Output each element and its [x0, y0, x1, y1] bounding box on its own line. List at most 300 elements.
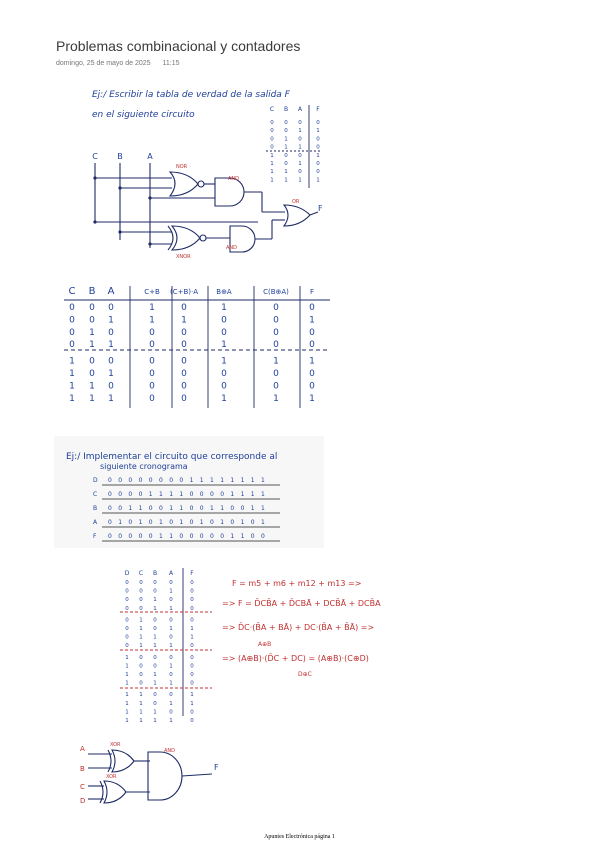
ex2-table-cell: 0 [190, 718, 194, 724]
big-table-cell: 0 [273, 303, 279, 313]
chrono-bit: 0 [230, 505, 235, 512]
small-table-cell: 1 [316, 177, 320, 184]
chrono-bit: 1 [220, 505, 225, 512]
big-table-cell: 0 [149, 381, 155, 392]
big-table-cell: 0 [108, 381, 114, 392]
big-table-cell: 1 [221, 356, 227, 367]
small-table-cell: 0 [298, 152, 302, 159]
big-table-cell: 1 [108, 369, 114, 379]
ex2-table-cell: 0 [125, 617, 129, 624]
ex2-table-cell: 1 [153, 643, 157, 650]
big-table-cell: 0 [181, 393, 187, 404]
chrono-bit: 0 [108, 533, 112, 540]
ex1-circuit [95, 163, 318, 252]
chrono-bit: 0 [138, 533, 143, 540]
chrono-bit: 1 [128, 505, 133, 512]
chrono-label-F: F [93, 533, 97, 540]
big-table-cell: 0 [69, 327, 75, 338]
big-table-cell: 0 [149, 369, 155, 379]
ex2-table-cell: 0 [139, 605, 143, 612]
chrono-bit: 0 [159, 477, 163, 484]
big-table-header: B⊕A [216, 288, 232, 296]
small-table-header: A [297, 106, 303, 113]
ex2-gate-label-2: AND [164, 748, 176, 754]
ex2-table-cell: 0 [125, 634, 129, 641]
chrono-bit: 1 [138, 505, 143, 512]
ex2-table-cell: 0 [139, 654, 143, 661]
chrono-bit: 1 [240, 477, 245, 484]
chrono-label-C: C [93, 491, 98, 498]
chrono-bit: 1 [261, 477, 265, 484]
ex2-table-header: A [168, 570, 174, 577]
ex2-table-cell: 0 [190, 709, 194, 716]
big-table-cell: 0 [181, 381, 187, 392]
chrono-bit: 1 [179, 505, 184, 512]
small-table-cell: 0 [316, 144, 320, 151]
chrono-bit: 1 [230, 477, 235, 484]
equation-4: => (A⊕B)·(D̄C + DC) = (A⊕B)·(C⊕D) [222, 654, 369, 663]
chrono-bit: 1 [199, 477, 204, 484]
ex2-table-cell: 1 [125, 700, 129, 707]
chrono-bit: 0 [108, 519, 112, 526]
ex2-table-cell: 1 [139, 617, 143, 624]
ex2-table-cell: 0 [190, 588, 194, 595]
ex2-table-cell: 0 [125, 580, 129, 586]
small-table-cell: 1 [270, 161, 274, 167]
ex1-junctions [93, 176, 151, 245]
ex2-circuit-inputs [80, 745, 85, 805]
big-table-cell: 0 [69, 315, 75, 326]
big-table-header: C [68, 286, 76, 297]
ex2-table-cell: 1 [169, 663, 173, 670]
ex1-gate-label-4: OR [292, 199, 300, 205]
ex2-table-cell: 1 [125, 718, 129, 724]
equation-3-underlabel: A⊕B [258, 641, 272, 648]
ex2-table-cell: 0 [169, 709, 173, 716]
chrono-bit: 0 [118, 477, 123, 484]
small-table-cell: 0 [316, 136, 320, 143]
small-table-cell: 0 [284, 161, 288, 167]
chrono-bit: 0 [128, 519, 133, 526]
ex2-table-cell: 0 [153, 588, 157, 595]
chrono-bit: 1 [250, 491, 255, 498]
chrono-bit: 0 [179, 477, 184, 484]
big-table-cell: 1 [273, 356, 279, 367]
big-table-cell: 0 [273, 381, 279, 392]
small-table-cell: 0 [316, 120, 320, 126]
ex2-input-A: A [80, 745, 85, 753]
ex2-table-cell: 0 [190, 643, 194, 650]
big-table-cell: 0 [181, 369, 187, 379]
big-table-cell: 0 [181, 303, 187, 313]
chrono-bit: 0 [220, 491, 225, 498]
ex2-table-header: B [152, 570, 158, 577]
big-table-cell: 0 [221, 315, 227, 326]
ex2-table-cell: 1 [169, 643, 173, 650]
chrono-bit: 1 [199, 519, 204, 526]
ex2-table-header: D [124, 570, 130, 577]
ex2-table-cell: 1 [139, 718, 143, 724]
big-table-cell: 1 [149, 315, 155, 326]
ex2-table-cell: 0 [139, 580, 143, 586]
chrono-bit: 1 [230, 491, 235, 498]
small-table-cell: 1 [298, 128, 302, 135]
ex2-table-cell: 0 [139, 680, 143, 687]
big-table-cell: 0 [108, 303, 114, 313]
big-table-cell: 0 [69, 340, 75, 351]
big-table-cell: 0 [181, 327, 187, 338]
ex2-table-cell: 1 [153, 597, 157, 604]
big-table-cell: 0 [309, 340, 315, 351]
ex2-table-cell: 1 [153, 709, 157, 716]
small-table-header: B [283, 106, 289, 113]
chrono-bit: 1 [159, 519, 163, 526]
chrono-bit: 0 [189, 519, 194, 526]
chrono-label-A: A [93, 519, 98, 526]
small-table-cell: 1 [284, 144, 288, 151]
small-table-cell: 1 [284, 169, 288, 176]
chrono-bit: 0 [138, 477, 143, 484]
ex2-table-cell: 1 [190, 692, 194, 699]
small-table-cell: 0 [270, 144, 274, 151]
ex2-gate-label-1: XOR [106, 774, 117, 780]
chrono-bit: 0 [169, 519, 174, 526]
chrono-bit: 1 [159, 491, 163, 498]
big-table-header: (C+B)·A [169, 288, 199, 296]
big-table-cell: 0 [89, 315, 95, 326]
big-table-cell: 0 [89, 369, 95, 379]
ex2-table-cell: 1 [139, 626, 143, 632]
chrono-bit: 1 [148, 491, 153, 498]
big-table-cell: 1 [89, 340, 95, 351]
ex2-table-cell: 1 [125, 663, 129, 670]
ex2-table-cell: 0 [190, 654, 194, 661]
small-table-cell: 0 [270, 120, 274, 126]
chrono-bit: 1 [210, 505, 214, 512]
chrono-bit: 0 [148, 477, 153, 484]
ex2-table-cell: 1 [125, 654, 129, 661]
big-table-cell: 1 [89, 327, 95, 338]
ex2-table-cell: 1 [190, 626, 194, 632]
page-title: Problemas combinacional y contadores [56, 38, 301, 54]
ex2-input-B: B [80, 765, 85, 773]
chrono-bit: 0 [118, 491, 123, 498]
big-table-cell: 0 [221, 381, 227, 392]
small-table-cell: 1 [298, 161, 302, 167]
chrono-bit: 0 [210, 491, 214, 498]
ex2-table-cell: 0 [169, 617, 173, 624]
ex2-table-cell: 1 [125, 709, 129, 716]
ex2-table-cell: 0 [139, 588, 143, 595]
ex1-gate-label-2: XNOR [176, 254, 191, 260]
ex1-gate-label-0: NOR [176, 164, 188, 170]
small-table-cell: 1 [284, 177, 288, 184]
small-table-cell: 0 [298, 169, 302, 176]
ex2-input-D: D [80, 797, 86, 805]
small-table-header: C [269, 106, 275, 113]
equation-2: => F = D̄CB̄A + D̄CBĀ + DCB̄Ā + DCB̄A [222, 599, 381, 608]
small-table-cell: 0 [284, 120, 288, 126]
small-table-cell: 0 [270, 128, 274, 135]
chrono-label-B: B [93, 505, 98, 512]
chrono-bit: 1 [261, 505, 265, 512]
chrono-bit: 0 [230, 519, 235, 526]
chrono-bit: 0 [128, 533, 133, 540]
chrono-bit: 0 [199, 491, 204, 498]
big-table-cell: 0 [69, 303, 75, 313]
small-table-cell: 1 [316, 152, 320, 159]
small-table-cell: 0 [316, 169, 320, 176]
ex2-table-cell: 0 [169, 672, 173, 678]
ex1-output-label: F [318, 204, 323, 213]
ex2-table-cell: 0 [190, 605, 194, 612]
big-table-cell: 0 [221, 369, 227, 379]
big-table-cell: 1 [221, 303, 227, 313]
small-table-cell: 1 [270, 169, 274, 176]
ex2-table-cell: 0 [169, 654, 173, 661]
ex2-table-cell: 0 [125, 643, 129, 650]
ex2-output-label: F [214, 763, 219, 772]
ex2-table-cell: 0 [139, 672, 143, 678]
big-table-cell: 1 [181, 315, 187, 326]
ex2-equations [222, 579, 381, 678]
big-table-cell: 0 [309, 369, 315, 379]
chrono-bit: 0 [118, 505, 123, 512]
ex2-table-cell: 1 [169, 718, 173, 724]
chrono-bit: 0 [118, 533, 123, 540]
ex1-input-B: B [117, 152, 123, 161]
ex2-table-cell: 1 [139, 634, 143, 641]
ex2-truth-table [120, 568, 212, 724]
ex2-table-cell: 1 [153, 634, 157, 641]
ex2-input-C: C [80, 783, 85, 791]
chrono-bit: 1 [189, 477, 194, 484]
ex2-table-cell: 1 [139, 709, 143, 716]
chrono-bit: 0 [210, 533, 214, 540]
big-table-cell: 0 [181, 356, 187, 367]
big-table-cell: 0 [273, 369, 279, 379]
ex2-table-cell: 0 [153, 654, 157, 661]
chrono-bit: 1 [169, 491, 174, 498]
chrono-bit: 0 [199, 533, 204, 540]
ex2-table-cell: 0 [190, 580, 194, 586]
chrono-bit: 1 [230, 533, 235, 540]
chrono-bit: 1 [240, 519, 245, 526]
big-table-cell: 1 [69, 369, 75, 379]
ex2-table-header: F [190, 570, 194, 577]
ex2-table-cell: 0 [153, 617, 157, 624]
big-table-cell: 0 [89, 303, 95, 313]
small-table-cell: 0 [316, 161, 320, 167]
ex2-table-header: C [138, 570, 144, 577]
ex2-table-cell: 0 [190, 597, 194, 604]
chrono-bit: 1 [240, 533, 245, 540]
chrono-bit: 1 [179, 519, 184, 526]
chrono-bit: 1 [138, 519, 143, 526]
big-table-cell: 0 [221, 327, 227, 338]
chrono-bit: 1 [240, 491, 245, 498]
ex2-table-cell: 1 [153, 605, 157, 612]
big-table-cell: 0 [273, 327, 279, 338]
chrono-bit: 0 [189, 491, 194, 498]
big-table-cell: 1 [108, 393, 114, 404]
big-table-cell: 1 [273, 393, 279, 404]
chrono-bit: 0 [138, 491, 143, 498]
page-time: 11:15 [162, 60, 180, 67]
chrono-bit: 0 [128, 477, 133, 484]
big-table-cell: 0 [309, 303, 315, 313]
ex2-table-cell: 0 [169, 634, 173, 641]
ex1-input-A: A [147, 152, 153, 161]
big-table-cell: 1 [309, 393, 315, 404]
ex2-table-cell: 1 [139, 700, 143, 707]
small-table-cell: 0 [284, 152, 288, 159]
small-table-cell: 0 [298, 120, 302, 126]
ex2-table-cell: 0 [169, 580, 173, 586]
big-table-header: F [309, 288, 315, 296]
big-table-cell: 0 [181, 340, 187, 351]
big-table-cell: 0 [273, 315, 279, 326]
ex1-statement: Ej:/ Escribir la tabla de verdad de la salida F en el siguiente circuito [92, 90, 290, 120]
ex2-table-cell: 1 [125, 680, 129, 687]
chrono-bit: 0 [189, 505, 194, 512]
chrono-bit: 0 [220, 533, 225, 540]
big-table-cell: 0 [149, 327, 155, 338]
ex1-input-labels [92, 152, 153, 161]
ex1-input-C: C [92, 152, 98, 161]
big-table-cell: 0 [108, 327, 114, 338]
chrono-bit: 1 [220, 519, 225, 526]
ex2-table-cell: 1 [190, 634, 194, 641]
small-table-cell: 1 [284, 136, 288, 143]
ex2-table-cell: 1 [125, 692, 129, 699]
ex2-table-cell: 0 [190, 672, 194, 678]
ex2-statement-line2: siguiente cronograma [100, 462, 188, 471]
big-table-cell: 1 [69, 381, 75, 392]
chrono-bit: 0 [148, 533, 153, 540]
big-table-cell: 1 [108, 340, 114, 351]
small-table-cell: 0 [284, 128, 288, 135]
ex2-table-cell: 1 [153, 718, 157, 724]
chrono-bit: 0 [108, 491, 112, 498]
chrono-bit: 0 [159, 505, 163, 512]
chrono-bit: 0 [169, 477, 174, 484]
chrono-bit: 1 [261, 519, 265, 526]
ex2-table-cell: 0 [139, 597, 143, 604]
ex1-small-truth-table [266, 105, 322, 188]
chrono-bit: 0 [148, 505, 153, 512]
big-table-cell: 1 [69, 393, 75, 404]
big-table-cell: 0 [149, 393, 155, 404]
big-table-cell: 0 [149, 340, 155, 351]
chrono-bit: 1 [159, 533, 163, 540]
small-table-header: F [316, 106, 320, 113]
chrono-bit: 0 [261, 533, 265, 540]
small-table-cell: 1 [298, 177, 302, 184]
big-table-cell: 1 [221, 340, 227, 351]
chrono-bit: 1 [250, 505, 255, 512]
ex2-table-cell: 0 [190, 680, 194, 687]
chrono-bit: 1 [118, 519, 123, 526]
big-table-cell: 1 [221, 393, 227, 404]
chrono-bit: 1 [220, 477, 225, 484]
chrono-bit: 1 [169, 505, 174, 512]
big-table-cell: 0 [108, 356, 114, 367]
chrono-label-D: D [93, 477, 98, 484]
ex2-table-cell: 0 [190, 617, 194, 624]
big-table-cell: 1 [149, 303, 155, 313]
ex2-table-cell: 1 [153, 672, 157, 678]
big-table-cell: 1 [108, 315, 114, 326]
ex2-table-cell: 0 [153, 580, 157, 586]
ex1-gate-label-3: AND [226, 245, 238, 251]
big-table-cell: 0 [89, 356, 95, 367]
ex2-table-cell: 0 [153, 626, 157, 632]
big-table-header: C+B [144, 288, 160, 296]
chrono-bit: 0 [108, 477, 112, 484]
chrono-bit: 1 [169, 533, 174, 540]
small-table-cell: 0 [270, 136, 274, 143]
small-table-cell: 1 [298, 144, 302, 151]
small-table-cell: 0 [298, 136, 302, 143]
equation-4-underlabel: D⊕C [298, 671, 312, 678]
big-table-cell: 0 [273, 340, 279, 351]
page-date: domingo, 25 de mayo de 2025 [56, 60, 151, 67]
chrono-bit: 1 [179, 491, 184, 498]
ex2-table-cell: 1 [169, 588, 173, 595]
chrono-bit: 0 [250, 533, 255, 540]
ex2-table-cell: 0 [125, 597, 129, 604]
big-table-header: B [88, 286, 96, 297]
ex2-table-cell: 1 [169, 626, 173, 632]
big-table-cell: 1 [89, 393, 95, 404]
ex2-table-cell: 1 [190, 700, 194, 707]
big-table-header: C(B⊕A) [263, 288, 289, 296]
chrono-bit: 1 [210, 477, 214, 484]
ex2-table-cell: 0 [169, 597, 173, 604]
big-table-cell: 0 [149, 356, 155, 367]
big-table-header: A [107, 286, 115, 297]
ex1-gate-label-1: AND [228, 176, 240, 182]
big-table-cell: 0 [309, 327, 315, 338]
ex2-table-cell: 1 [125, 672, 129, 678]
big-table-cell: 1 [69, 356, 75, 367]
big-table-cell: 0 [309, 381, 315, 392]
chrono-bit: 0 [128, 491, 133, 498]
ex2-gate-label-0: XOR [110, 742, 121, 748]
chrono-bit: 0 [189, 533, 194, 540]
small-table-cell: 1 [270, 152, 274, 159]
chrono-bit: 0 [210, 519, 214, 526]
equation-1: F = m5 + m6 + m12 + m13 => [232, 579, 362, 588]
small-table-cell: 1 [316, 128, 320, 135]
ex2-table-cell: 0 [125, 626, 129, 632]
ex2-table-cell: 0 [153, 700, 157, 707]
ex2-table-cell: 1 [139, 643, 143, 650]
ex2-table-cell: 1 [169, 605, 173, 612]
ex2-table-cell: 0 [125, 605, 129, 612]
ex2-table-cell: 1 [169, 680, 173, 687]
chrono-bit: 0 [148, 519, 153, 526]
ex2-table-cell: 1 [169, 700, 173, 707]
chrono-bit: 0 [179, 533, 184, 540]
chrono-bit: 0 [199, 505, 204, 512]
ex1-big-truth-table [64, 286, 330, 408]
equation-3: => D̄C·(B̄A + BĀ) + DC·(B̄A + B̄Ā) => [222, 623, 375, 632]
ex2-table-cell: 1 [139, 692, 143, 699]
ex2-table-cell: 0 [139, 663, 143, 670]
small-table-cell: 1 [270, 177, 274, 184]
